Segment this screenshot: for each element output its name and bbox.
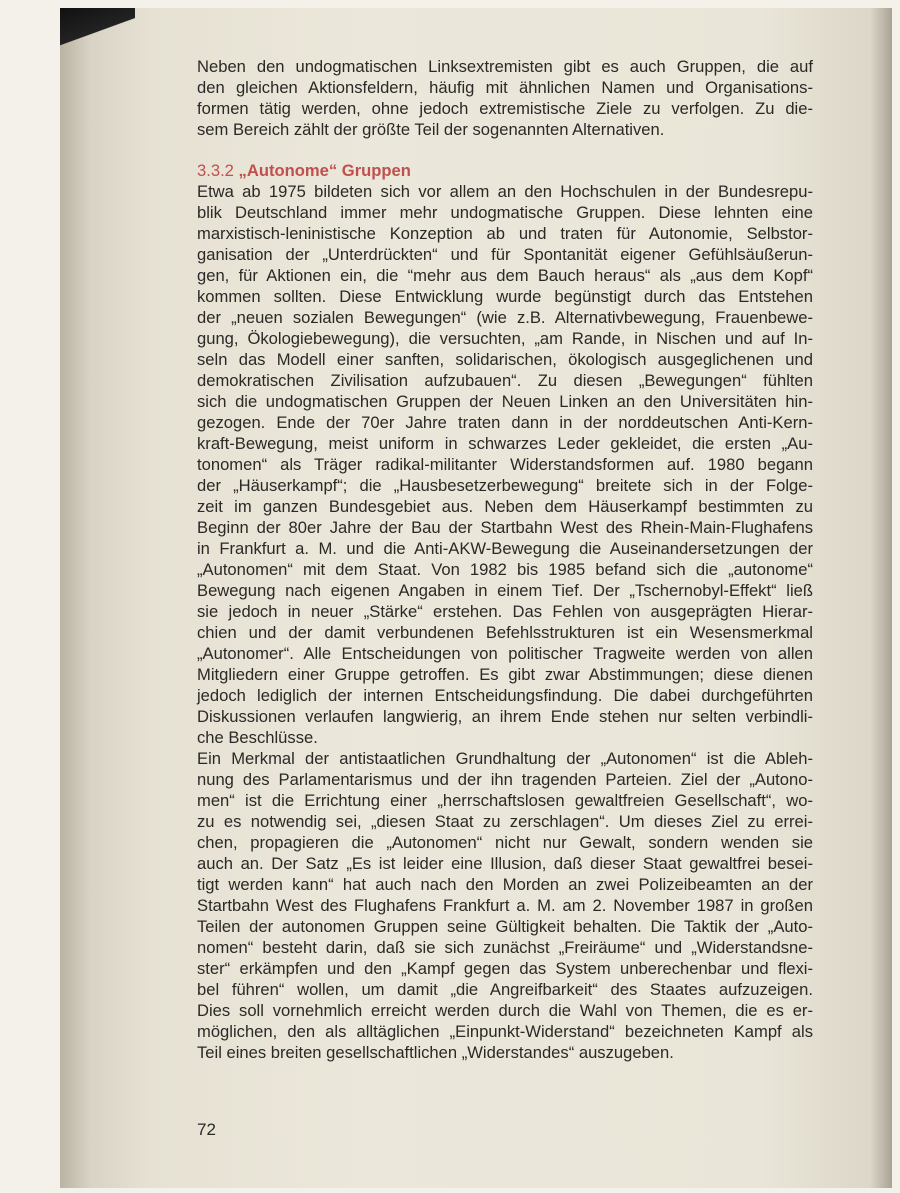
- text-line: sie jedoch in neuer „Stärke“ erstehen. Das Fehlen von ausgeprägten Hierar-: [197, 602, 813, 621]
- text-line: Dies soll vornehmlich erreicht werden durch die Wahl von Themen, die es er-: [197, 1001, 813, 1020]
- text-line: den gleichen Aktionsfeldern, häufig mit ähnlichen Namen und Organisations-: [197, 78, 813, 97]
- text-line: chien und der damit verbundenen Befehlsstrukturen ist ein Wesensmerkmal: [197, 623, 813, 642]
- text-line: Startbahn West des Flughafens Frankfurt a. M. am 2. November 1987 in großen: [197, 896, 813, 915]
- text-line: tigt werden kann“ hat auch nach den Morden an zwei Polizeibeamten an der: [197, 875, 813, 894]
- text-line: marxistisch-leninistische Konzeption ab und traten für Autonomie, Selbstor-: [197, 224, 813, 243]
- section-title: „Autonome“ Gruppen: [238, 161, 411, 180]
- text-line: Bewegung nach eigenen Angaben in einem Tief. Der „Tschernobyl-Effekt“ ließ: [197, 581, 813, 600]
- text-line: zu es notwendig sei, „diesen Staat zu zerschlagen“. Um dieses Ziel zu errei-: [197, 812, 813, 831]
- text-line: sich die undogmatischen Gruppen der Neuen Linken an den Universitäten hin-: [197, 392, 813, 411]
- text-line: tonomen“ als Träger radikal-militanter Widerstandsformen auf. 1980 begann: [197, 455, 813, 474]
- text-line: che Beschlüsse.: [197, 728, 318, 747]
- text-line: demokratischen Zivilisation aufzubauen“. Zu diesen „Bewegungen“ fühlten: [197, 371, 813, 390]
- text-line: gezogen. Ende der 70er Jahre traten dann in der norddeutschen Anti-Kern-: [197, 413, 813, 432]
- text-line: jedoch lediglich der internen Entscheidungsfindung. Die dabei durchgeführten: [197, 686, 813, 705]
- text-line: kraft-Bewegung, meist uniform in schwarzes Leder gekleidet, die ersten „Au-: [197, 434, 813, 453]
- text-line: Beginn der 80er Jahre der Bau der Startbahn West des Rhein-Main-Flughafens: [197, 518, 813, 537]
- text-line: bel führen“ wollen, um damit „die Angreifbarkeit“ des Staates aufzuzeigen.: [197, 980, 813, 999]
- page-number: 72: [197, 1120, 216, 1139]
- text-line: Etwa ab 1975 bildeten sich vor allem an den Hochschulen in der Bundesrepu-: [197, 182, 813, 201]
- paragraph-autonome-tactics: [197, 748, 813, 1063]
- text-line: Teil eines breiten gesellschaftlichen „Widerstandes“ auszugeben.: [197, 1043, 674, 1062]
- text-line: Diskussionen verlaufen langwierig, an ihrem Ende stehen nur selten verbindli-: [197, 707, 813, 726]
- text-line: seln das Modell einer sanften, solidarischen, ökologisch ausgeglichenen und: [197, 350, 813, 369]
- text-line: nung des Parlamentarismus und der ihn tragenden Parteien. Ziel der „Autono-: [197, 770, 813, 789]
- text-line: zeit im ganzen Bundesgebiet aus. Neben dem Häuserkampf bestimmten zu: [197, 497, 813, 516]
- text-line: in Frankfurt a. M. und die Anti-AKW-Bewegung die Auseinandersetzungen der: [197, 539, 813, 558]
- text-line: blik Deutschland immer mehr undogmatische Gruppen. Diese lehnten eine: [197, 203, 813, 222]
- text-line: auch an. Der Satz „Es ist leider eine Illusion, daß dieser Staat gewaltfrei besei-: [197, 854, 813, 873]
- scan-shadow: [60, 8, 135, 48]
- section-number: 3.3.2: [197, 161, 234, 180]
- text-line: sem Bereich zählt der größte Teil der sogenannten Alternativen.: [197, 120, 665, 139]
- text-line: ster“ erkämpfen und den „Kampf gegen das System unberechenbar und flexi-: [197, 959, 813, 978]
- paragraph-intro: [197, 56, 813, 140]
- text-line: nomen“ besteht darin, daß sie sich zunächst „Freiräume“ und „Widerstandsne-: [197, 938, 813, 957]
- text-line: ganisation der „Unterdrückten“ und für Spontanität eigener Gefühlsäußerun-: [197, 245, 813, 264]
- text-line: men“ ist die Errichtung einer „herrschaftslosen gewaltfreien Gesellschaft“, wo-: [197, 791, 813, 810]
- page-body: [197, 56, 813, 1063]
- text-line: Ein Merkmal der antistaatlichen Grundhaltung der „Autonomen“ ist die Ableh-: [197, 749, 813, 768]
- text-line: Neben den undogmatischen Linksextremisten gibt es auch Gruppen, die auf: [197, 57, 813, 76]
- text-line: Teilen der autonomen Gruppen seine Gültigkeit behalten. Die Taktik der „Auto-: [197, 917, 813, 936]
- text-line: der „Häuserkampf“; die „Hausbesetzerbewegung“ breitete sich in der Folge-: [197, 476, 813, 495]
- text-line: kommen sollten. Diese Entwicklung wurde begünstigt durch das Entstehen: [197, 287, 813, 306]
- text-line: „Autonomer“. Alle Entscheidungen von politischer Tragweite werden von allen: [197, 644, 813, 663]
- text-line: gen, für Aktionen ein, die “mehr aus dem Bauch heraus“ als „aus dem Kopf“: [197, 266, 813, 285]
- text-line: möglichen, den als alltäglichen „Einpunkt-Widerstand“ bezeichneten Kampf als: [197, 1022, 813, 1041]
- text-line: Mitgliedern einer Gruppe getroffen. Es gibt zwar Abstimmungen; diese dienen: [197, 665, 813, 684]
- text-line: gung, Ökologiebewegung), die versuchten, „am Rande, in Nischen und auf In-: [197, 329, 813, 348]
- text-line: „Autonomen“ mit dem Staat. Von 1982 bis 1985 befand sich die „autonome“: [197, 560, 813, 579]
- text-line: formen tätig werden, ohne jedoch extremistische Ziele zu verfolgen. Zu die-: [197, 99, 813, 118]
- paragraph-autonome-history: [197, 181, 813, 748]
- text-line: chen, propagieren die „Autonomen“ nicht nur Gewalt, sondern wenden sie: [197, 833, 813, 852]
- text-line: der „neuen sozialen Bewegungen“ (wie z.B. Alternativbewegung, Frauenbewe-: [197, 308, 813, 327]
- section-heading: [197, 160, 813, 181]
